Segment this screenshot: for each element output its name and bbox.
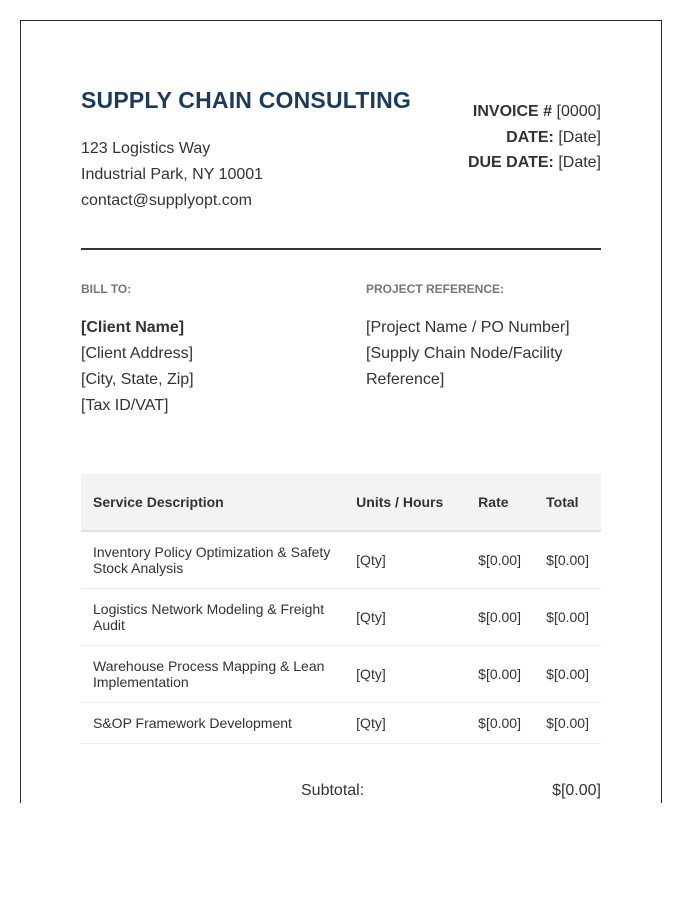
row-description: Logistics Network Modeling & Freight Audit bbox=[81, 589, 344, 646]
bill-to-label: BILL TO: bbox=[81, 282, 132, 296]
company-name: SUPPLY CHAIN CONSULTING bbox=[81, 87, 412, 113]
header-rate: Rate bbox=[466, 474, 534, 531]
client-tax-id: [Tax ID/VAT] bbox=[81, 397, 169, 414]
row-units: [Qty] bbox=[344, 589, 466, 646]
row-rate: $[0.00] bbox=[466, 589, 534, 646]
bill-to-block bbox=[81, 315, 194, 419]
facility-reference: [Supply Chain Node/Facility Reference] bbox=[366, 345, 563, 388]
table-row bbox=[81, 531, 601, 589]
due-date-value: [Date] bbox=[558, 154, 601, 171]
row-total: $[0.00] bbox=[534, 589, 601, 646]
services-table bbox=[81, 474, 601, 744]
invoice-number-row bbox=[468, 99, 601, 125]
company-address bbox=[81, 136, 263, 214]
invoice-date-row bbox=[468, 125, 601, 151]
header-units-hours: Units / Hours bbox=[344, 474, 466, 531]
row-rate: $[0.00] bbox=[466, 531, 534, 589]
address-line-1: 123 Logistics Way bbox=[81, 140, 211, 157]
header-total: Total bbox=[534, 474, 601, 531]
table-header-row bbox=[81, 474, 601, 531]
invoice-number-label: INVOICE # bbox=[472, 103, 553, 120]
row-description: S&OP Framework Development bbox=[81, 703, 344, 744]
row-units: [Qty] bbox=[344, 703, 466, 744]
row-description: Warehouse Process Mapping & Lean Implementation bbox=[81, 646, 344, 703]
subtotal-label: Subtotal: bbox=[301, 782, 365, 799]
table-row bbox=[81, 589, 601, 646]
row-total: $[0.00] bbox=[534, 703, 601, 744]
header-divider bbox=[81, 248, 601, 250]
project-reference-label: PROJECT REFERENCE: bbox=[366, 282, 505, 296]
client-city-state-zip: [City, State, Zip] bbox=[81, 371, 194, 388]
due-date-label: DUE DATE: bbox=[467, 154, 554, 171]
invoice-date-value: [Date] bbox=[558, 128, 601, 146]
row-total: $[0.00] bbox=[534, 531, 601, 589]
row-units: [Qty] bbox=[344, 646, 466, 703]
row-total: $[0.00] bbox=[534, 646, 601, 703]
address-line-2: Industrial Park, NY 10001 bbox=[81, 166, 264, 183]
due-date-row bbox=[468, 150, 601, 176]
company-email: contact@supplyopt.com bbox=[81, 192, 252, 209]
invoice-sheet bbox=[20, 20, 662, 803]
table-row bbox=[81, 703, 601, 744]
row-units: [Qty] bbox=[344, 531, 466, 589]
row-rate: $[0.00] bbox=[466, 646, 534, 703]
project-reference-block bbox=[366, 315, 601, 393]
invoice-number-value: [0000] bbox=[556, 103, 601, 120]
table-row bbox=[81, 646, 601, 703]
invoice-date-label: DATE: bbox=[506, 128, 554, 146]
row-description: Inventory Policy Optimization & Safety Stock Analysis bbox=[81, 531, 344, 589]
project-name-po: [Project Name / PO Number] bbox=[366, 319, 570, 336]
subtotal-value: $[0.00] bbox=[552, 782, 601, 799]
invoice-meta bbox=[468, 99, 601, 176]
header-service-description: Service Description bbox=[81, 474, 344, 531]
client-address: [Client Address] bbox=[81, 345, 194, 362]
client-name: [Client Name] bbox=[81, 319, 185, 336]
invoice-content bbox=[81, 21, 601, 803]
row-rate: $[0.00] bbox=[466, 703, 534, 744]
